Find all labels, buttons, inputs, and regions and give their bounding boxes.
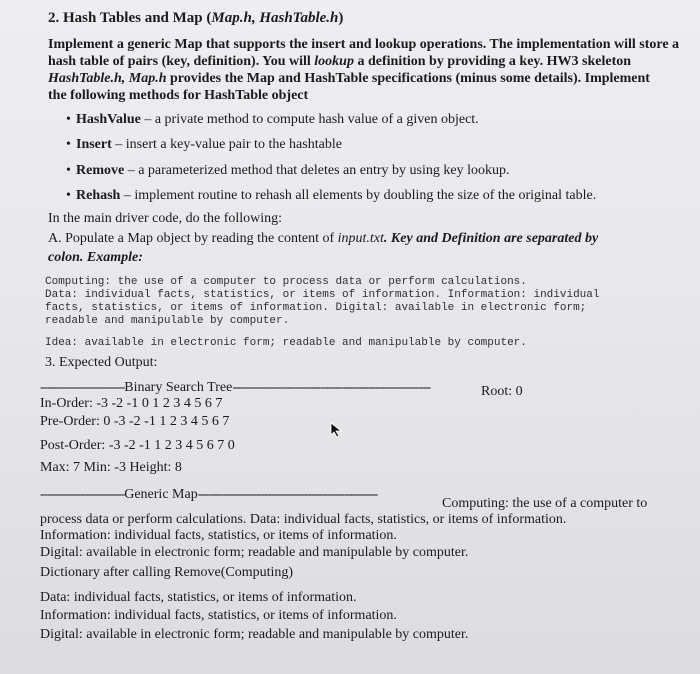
intro-text: a definition by providing a key. HW3 skeleton (353, 54, 632, 69)
title-files: Map.h, HashTable.h (211, 10, 339, 26)
intro-line-3 (48, 71, 650, 87)
bullet-icon: • (66, 137, 71, 152)
bullet-desc: – insert a key-value pair to the hashtable (111, 137, 342, 152)
intro-text: hash table of pairs (key, definition). You will (48, 54, 315, 69)
divider: ------------------------------------------------------ (232, 380, 431, 395)
bst-heading: Binary Search Tree (124, 380, 233, 395)
example-line: facts, statistics, or items of information. Digital: available in electronic form; (45, 302, 587, 314)
bullet-desc: – implement routine to rehash all elements by doubling the size of the original table. (120, 188, 597, 203)
map-line: Information: individual facts, statistics, or items of information. (40, 528, 397, 543)
bullet-name: Rehash (76, 188, 121, 203)
bullet-desc: – a parameterized method that deletes an entry by using key lookup. (124, 163, 510, 178)
bullet-name: HashValue (76, 112, 141, 127)
bst-pre-order: Pre-Order: 0 -3 -2 -1 1 2 3 4 5 6 7 (40, 414, 230, 429)
after-remove-heading: Dictionary after calling Remove(Computing) (40, 565, 294, 580)
bst-root: Root: 0 (481, 384, 523, 399)
map-line: process data or perform calculations. Data: individual facts, statistics, or items of information. (40, 512, 567, 527)
section-title (48, 10, 343, 26)
skeleton-files: HashTable.h, Map.h (48, 71, 167, 86)
expected-output-label: 3. Expected Output: (45, 355, 158, 370)
bullet-icon: • (66, 188, 71, 203)
title-text: 2. Hash Tables and Map ( (48, 10, 212, 26)
map-line: Digital: available in electronic form; readable and manipulable by computer. (40, 545, 469, 560)
after-remove-line: Information: individual facts, statistics, or items of information. (40, 608, 397, 623)
bullet-icon: • (66, 112, 71, 127)
mouse-cursor-icon (330, 422, 344, 438)
input-file-name: input.txt (337, 231, 384, 246)
intro-text: provides the Map and HashTable specifications (minus some details). Implement (166, 71, 650, 86)
lookup-word: lookup (314, 54, 354, 69)
bullet-hashvalue (66, 112, 479, 128)
divider: ----------------------- (40, 487, 125, 502)
example-line: Data: individual facts, statistics, or items of information. Information: individual (45, 289, 600, 301)
after-remove-line: Data: individual facts, statistics, or items of information. (40, 590, 357, 605)
bst-post-order: Post-Order: -3 -2 -1 1 2 3 4 5 6 7 0 (40, 438, 235, 453)
bullet-remove (66, 163, 509, 179)
after-remove-line: Digital: available in electronic form; readable and manipulable by computer. (40, 627, 469, 642)
example-label: colon. Example: (48, 250, 143, 265)
map-first-entry: Computing: the use of a computer to (442, 496, 648, 511)
bullet-desc: – a private method to compute hash value of a given object. (140, 112, 479, 127)
driver-intro: In the main driver code, do the following: (48, 211, 283, 226)
bullet-name: Remove (76, 163, 125, 178)
bst-stats: Max: 7 Min: -3 Height: 8 (40, 460, 182, 475)
bullet-insert (66, 137, 342, 153)
driver-text: A. Populate a Map object by reading the content of (48, 231, 338, 246)
driver-text: . Key and Definition are separated by (383, 231, 599, 246)
intro-line-1: Implement a generic Map that supports the insert and lookup operations. The implementation will store a (48, 37, 680, 52)
bullet-rehash (66, 188, 596, 204)
example-line: Computing: the use of a computer to process data or perform calculations. (45, 276, 527, 288)
map-header (40, 487, 377, 503)
divider: ------------------------------------------------- (197, 487, 378, 502)
example-line: readable and manipulable by computer. (45, 315, 290, 327)
bst-header (40, 380, 430, 396)
intro-line-4: the following methods for HashTable object (48, 88, 309, 103)
driver-step-a (48, 231, 598, 247)
bullet-name: Insert (76, 137, 112, 152)
map-heading: Generic Map (124, 487, 198, 502)
bst-in-order: In-Order: -3 -2 -1 0 1 2 3 4 5 6 7 (40, 396, 223, 411)
example-line: Idea: available in electronic form; readable and manipulable by computer. (45, 337, 527, 349)
bullet-icon: • (66, 163, 71, 178)
divider: ----------------------- (40, 380, 125, 395)
intro-line-2 (48, 54, 631, 70)
title-suffix: ) (338, 10, 344, 26)
